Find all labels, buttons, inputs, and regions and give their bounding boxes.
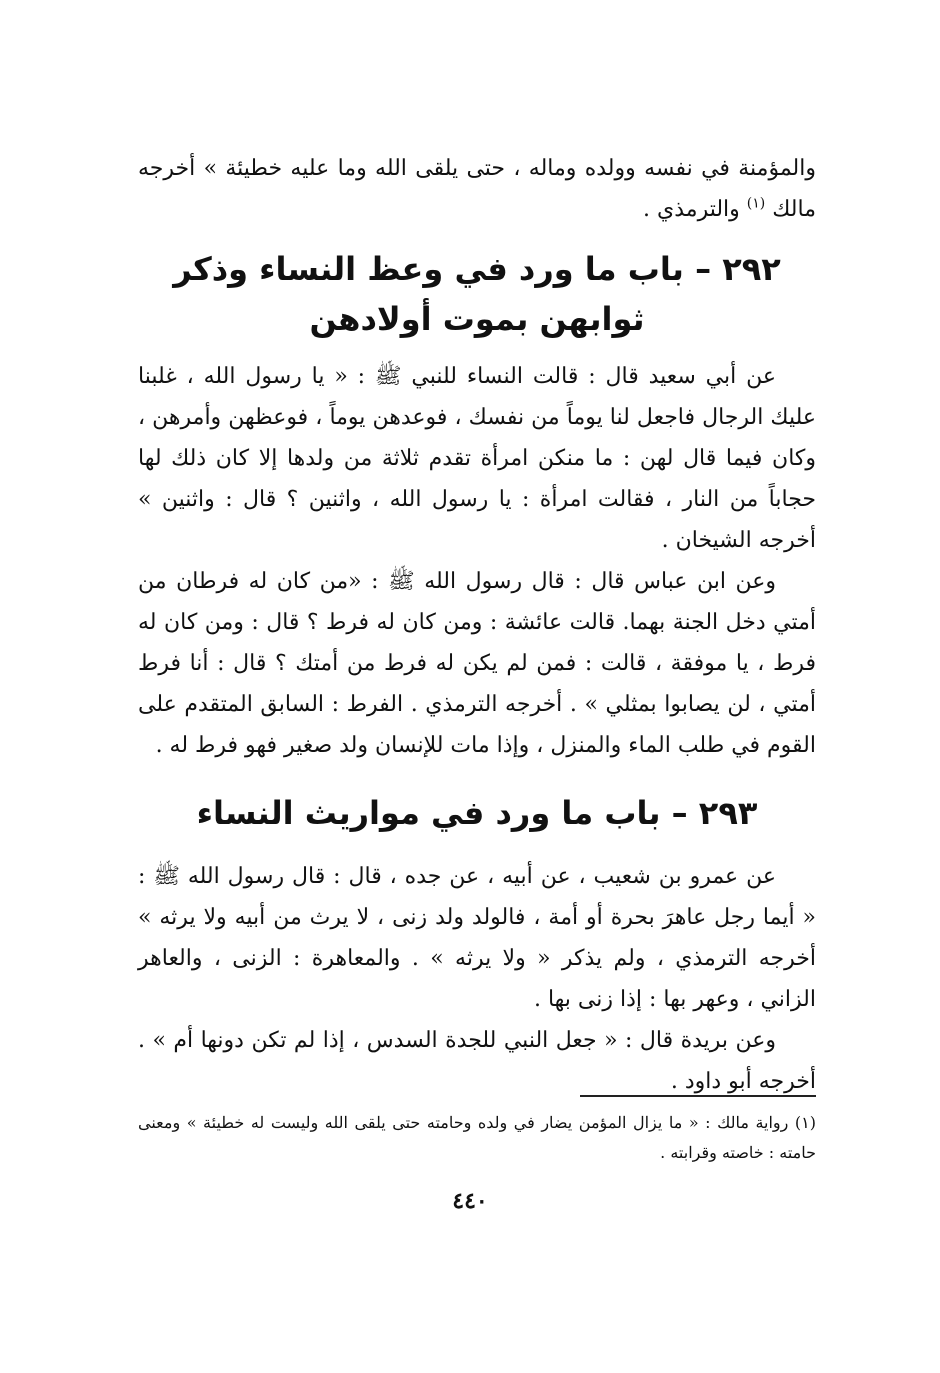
intro-line-1: والمؤمنة في نفسه وولده وماله ، حتى يلقى الله وما عليه خطيئة » أخرجه مالك [138, 156, 816, 222]
page-number: ٤٤٠ [452, 1188, 488, 1214]
intro-line-2: والترمذي . [643, 197, 740, 222]
page-body [138, 148, 816, 1102]
section-292-paragraph-1: عن أبي سعيد قال : قالت النساء للنبي ﷺ : « يا رسول الله ، غلبنا عليك الرجال فاجعل لنا يوماً من نفسك ، فوعدهن يوماً ، فوعظهن وأمرهن ، وكان فيما قال لهن : ما منكن امرأة تقدم ثلاثة من ولدها إلا كان ذلك لها حجاباً من النار ، فقالت امرأة : يا رسول الله ، واثنين ؟ قال : واثنين » أخرجه الشيخان . [138, 364, 816, 553]
intro-paragraph [138, 148, 816, 230]
section-293-title: ٢٩٣ – باب ما ورد في مواريث النساء [196, 794, 758, 832]
section-293-paragraph-1: عن عمرو بن شعيب ، عن أبيه ، عن جده ، قال : قال رسول الله ﷺ : « أيما رجل عاهرَ بحرة أو أمة ، فالولد ولد زنى ، لا يرث من أبيه ولا يرثه » أخرجه الترمذي ، ولم يذكر « ولا يرثه » . والمعاهرة : الزنى ، والعاهر الزاني ، وعهر بها : إذا زنى بها . [138, 864, 816, 1012]
section-292-title: ٢٩٢ – باب ما ورد في وعظ النساء وذكر ثوابهن بموت أولادهن [173, 250, 781, 338]
section-292-paragraph-2: وعن ابن عباس قال : قال رسول الله ﷺ : «من كان له فرطان من أمتي دخل الجنة بهما. قالت عائشة : ومن كان له فرط ؟ قال : ومن كان له فرط ، يا موفقة ، قالت : فمن لم يكن له فرط من أمتك ؟ قال : أنا فرط أمتي ، لن يصابوا بمثلي » . أخرجه الترمذي . الفرط : السابق المتقدم على القوم في طلب الماء والمنزل ، وإذا مات للإنسان ولد صغير فهو فرط له . [138, 569, 816, 758]
footnote: (١) رواية مالك : « ما يزال المؤمن يضار في ولده وحامته حتى يلقى الله وليست له خطيئة » ومعنى حامته : خاصته وقرابته . [138, 1113, 817, 1162]
section-293-paragraph-2: وعن بريدة قال : « جعل النبي للجدة السدس ، إذا لم تكن دونها أم » . أخرجه أبو داود . [138, 1028, 816, 1094]
footnote-reference: (١) [746, 195, 766, 212]
footnote-divider [580, 1095, 816, 1097]
